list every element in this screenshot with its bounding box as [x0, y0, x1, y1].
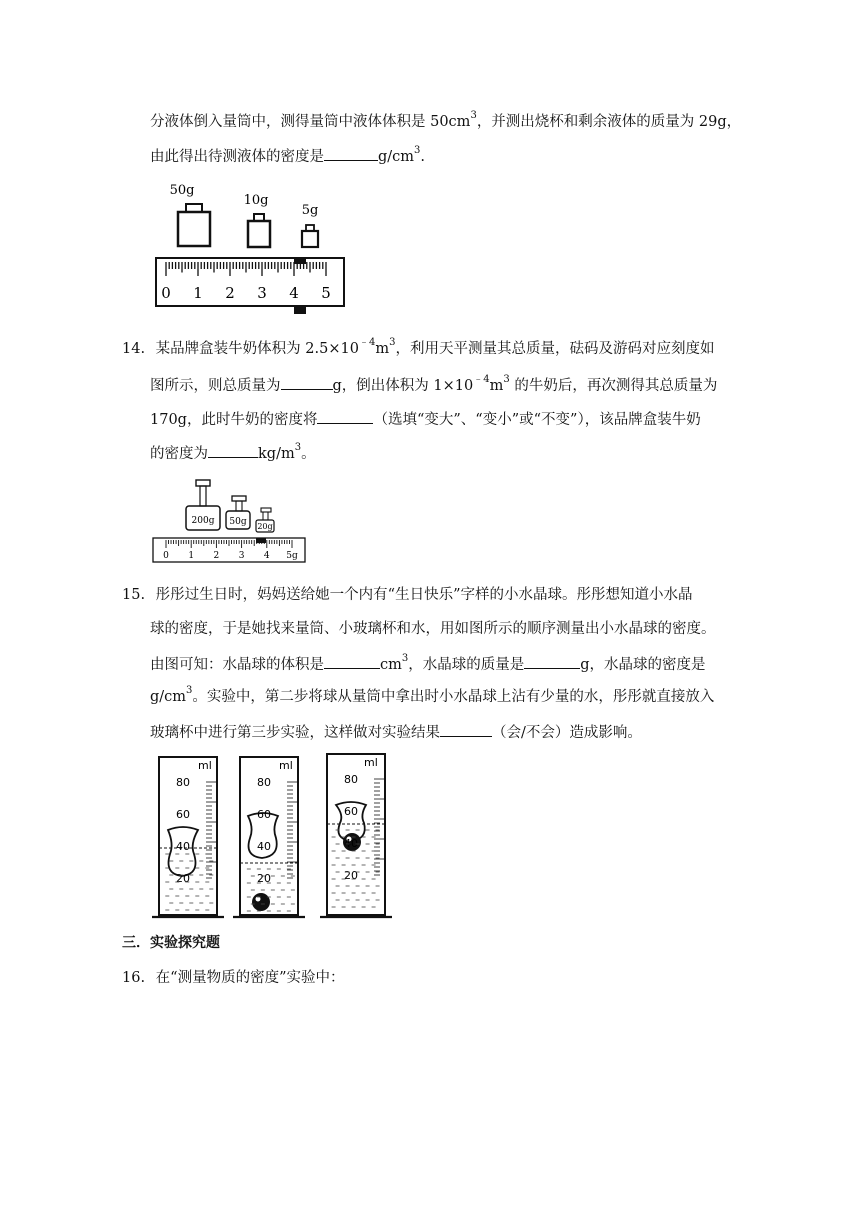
- q15-text: （会/不会）造成影响。: [492, 725, 642, 741]
- q13-text: g/cm: [378, 149, 415, 165]
- scale-tick-label: 1: [193, 284, 203, 302]
- q14-text: m: [489, 378, 504, 394]
- answer-blank[interactable]: [440, 721, 492, 737]
- q15-line-4: [150, 687, 714, 707]
- superscript: ﹣4: [473, 374, 490, 386]
- q14-text: ，利用天平测量其总质量，砝码及游码对应刻度如: [395, 341, 715, 357]
- q13-text: 由此得出待测液体的密度是: [150, 149, 324, 165]
- q15-text: 由图可知：水晶球的体积是: [150, 657, 324, 673]
- q15-text: 。实验中，第二步将球从量筒中拿出时小水晶球上沾有少量的水，彤彤就直接放入: [192, 689, 715, 705]
- rider-marker: [256, 538, 266, 543]
- q16-line-1: [122, 968, 345, 988]
- q15-line-3: [150, 653, 706, 675]
- question-number: 14.: [122, 341, 146, 357]
- answer-blank[interactable]: [324, 653, 380, 669]
- weight-label: 10g: [243, 193, 269, 208]
- q14-text: 的牛奶后，再次测得其总质量为: [509, 378, 718, 394]
- q13-line-2: [150, 145, 425, 167]
- q14-line-3: [150, 408, 701, 430]
- q14-text: 的密度为: [150, 446, 208, 462]
- scale-tick-label: 4: [263, 551, 270, 561]
- rider-scale: [153, 538, 305, 562]
- rider-marker-bottom: [294, 306, 306, 314]
- q14-text: 170g，此时牛奶的密度将: [150, 412, 318, 428]
- scale-tick-label: 3: [238, 551, 245, 561]
- scale-tick-label: 1: [188, 551, 195, 561]
- mark-label: 80: [344, 773, 358, 786]
- answer-blank[interactable]: [317, 408, 373, 424]
- q14-text: m: [375, 341, 390, 357]
- balance-weights-figure-14: [150, 478, 310, 566]
- answer-blank[interactable]: [324, 145, 378, 161]
- mark-label: 20: [344, 869, 358, 882]
- answer-blank[interactable]: [281, 374, 333, 390]
- weight-label: 5g: [301, 203, 319, 218]
- superscript: ﹣4: [358, 337, 376, 349]
- q13-text: 分液体倒入量筒中，测得量筒中液体体积是 50cm: [150, 114, 471, 130]
- superscript: 3: [470, 110, 477, 122]
- cylinders-figure-15: [150, 752, 400, 924]
- balance-weights-figure-13: [150, 178, 350, 316]
- q14-text: 某品牌盒装牛奶体积为 2.5×10: [155, 341, 359, 357]
- rider-scale: [156, 258, 344, 314]
- q13-text: ，并测出烧杯和剩余液体的质量为 29g，: [476, 114, 742, 130]
- mark-label: 60: [257, 808, 271, 821]
- mark-label: 40: [176, 840, 190, 853]
- cylinder-2: [233, 757, 305, 917]
- mark-label: 60: [176, 808, 190, 821]
- weight-50g: [226, 496, 250, 529]
- weight-20g: [256, 508, 274, 532]
- q15-text: cm: [380, 657, 402, 673]
- scale-tick-label: 4: [289, 284, 299, 302]
- q15-text: g，水晶球的密度是: [580, 657, 706, 673]
- q14-text: （选填“变大”、“变小”或“不变”），该品牌盒装牛奶: [373, 412, 701, 428]
- superscript: 3: [294, 442, 302, 454]
- superscript: 3: [414, 145, 421, 157]
- q15-text: 彤彤过生日时，妈妈送给她一个内有“生日快乐”字样的小水晶球。彤彤想知道小水晶: [155, 587, 693, 603]
- q15-line-5: [150, 721, 642, 743]
- mark-label: 80: [176, 776, 190, 789]
- q14-line-1: [122, 339, 714, 359]
- scale-tick-label: 2: [213, 551, 220, 561]
- q15-text: 球的密度，于是她找来量筒、小玻璃杯和水，用如图所示的顺序测量出小水晶球的密度。: [150, 621, 716, 637]
- superscript: 3: [389, 337, 396, 349]
- superscript: 3: [186, 685, 193, 697]
- q14-text: 图所示，则总质量为: [150, 378, 281, 394]
- scale-tick-label: 5g: [286, 551, 298, 561]
- weight-label: 200g: [191, 516, 215, 526]
- superscript: 3: [503, 374, 510, 386]
- q14-text: 。: [301, 446, 316, 462]
- answer-blank[interactable]: [524, 653, 580, 669]
- weight-10g: [244, 193, 270, 247]
- q16-text: 在“测量物质的密度”实验中：: [155, 970, 345, 986]
- q14-text: kg/m: [258, 446, 295, 462]
- scale-tick-label: 0: [161, 284, 171, 302]
- cylinder-1: [152, 757, 224, 917]
- question-number: 16.: [122, 970, 146, 986]
- unit-label: ml: [198, 759, 212, 772]
- answer-blank[interactable]: [208, 442, 258, 458]
- q14-text: g，倒出体积为 1×10: [332, 378, 474, 394]
- scale-tick-label: 0: [163, 551, 169, 561]
- q15-text: g/cm: [150, 689, 187, 705]
- mark-label: 20: [176, 872, 190, 885]
- cylinder-3: [320, 754, 392, 917]
- weight-50g: [170, 183, 210, 246]
- weight-5g: [302, 203, 319, 247]
- q15-text: ，水晶球的质量是: [408, 657, 525, 673]
- mark-label: 40: [344, 837, 358, 850]
- weight-label: 50g: [169, 183, 195, 198]
- scale-tick-label: 3: [257, 284, 267, 302]
- weight-200g: [186, 480, 220, 530]
- q15-line-1: [122, 585, 693, 605]
- scale-tick-label: 2: [225, 284, 235, 302]
- q13-text: .: [420, 149, 426, 165]
- q14-line-2: [150, 374, 717, 396]
- weight-label: 50g: [229, 517, 247, 527]
- mark-label: 60: [344, 805, 358, 818]
- unit-label: ml: [364, 756, 378, 769]
- scale-tick-label: 5: [321, 284, 331, 302]
- rider-marker: [294, 258, 306, 264]
- mark-label: 80: [257, 776, 271, 789]
- crystal-ball: [252, 893, 270, 911]
- q14-line-4: [150, 442, 316, 464]
- mark-label: 40: [257, 840, 271, 853]
- superscript: 3: [401, 653, 409, 665]
- mark-label: 20: [257, 872, 271, 885]
- q15-line-2: [150, 619, 716, 639]
- question-number: 15.: [122, 587, 146, 603]
- q13-line-1: [150, 112, 741, 132]
- q15-text: 玻璃杯中进行第三步实验，这样做对实验结果: [150, 725, 440, 741]
- unit-label: ml: [279, 759, 293, 772]
- section-heading: [122, 933, 220, 953]
- section-title: 三．实验探究题: [122, 935, 220, 951]
- weight-label: 20g: [257, 522, 273, 531]
